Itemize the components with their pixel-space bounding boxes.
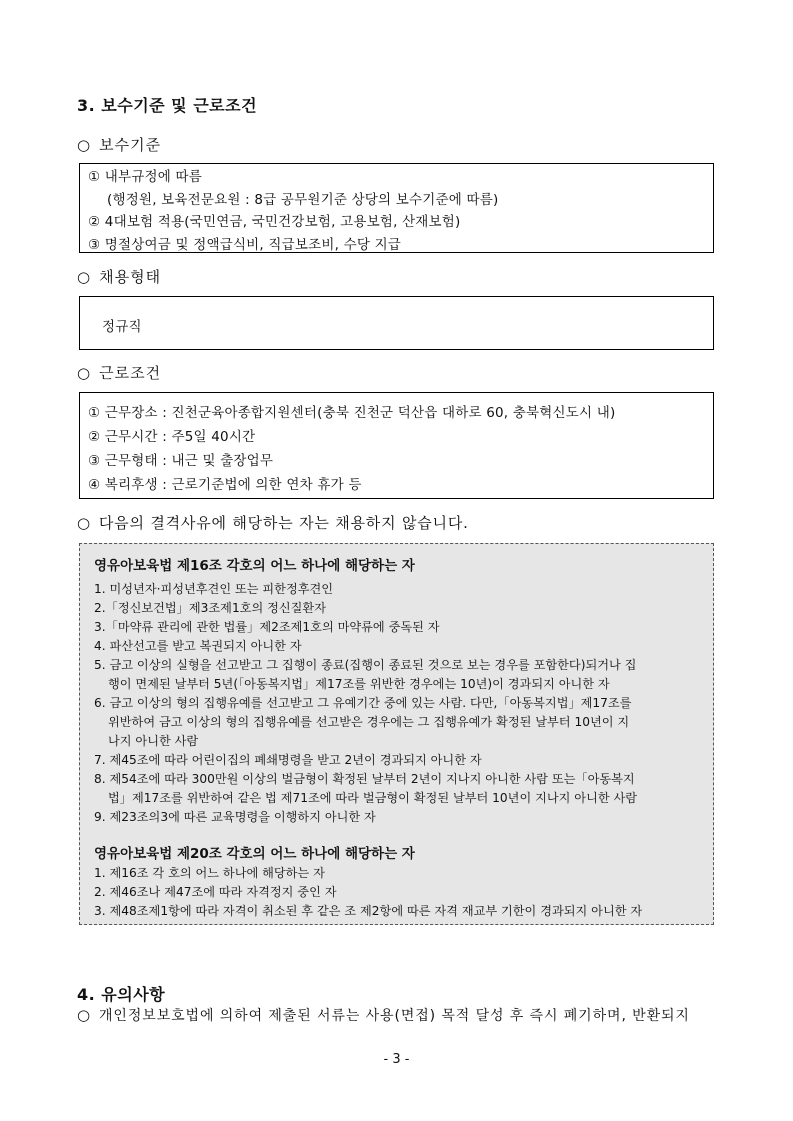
pay-heading <box>77 134 161 155</box>
page-number: - 3 - <box>383 1052 410 1067</box>
disqualification-box <box>79 543 714 925</box>
group1-line: 위반하여 금고 이상의 형의 집행유예를 선고받은 경우에는 그 집행유예가 확정된 날부터 10년이 지 <box>108 715 630 729</box>
section-3-title: 3. 보수기준 및 근로조건 <box>77 96 258 115</box>
bullet-circle-icon: ○ <box>77 364 92 382</box>
group1-line: 행이 면제된 날부터 5년(「아동복지법」제17조를 위반한 경우에는 10년)이 경과되지 아니한 자 <box>108 677 610 691</box>
pay-line: ② 4대보험 적용(국민연금, 국민건강보험, 고용보험, 산재보험) <box>88 214 461 230</box>
group1-line: 8. 제54조에 따라 300만원 이상의 벌금형이 확정된 날부터 2년이 지나지 아니한 사람 또는「아동복지 <box>94 772 635 786</box>
notice-text: 개인정보보호법에 의하여 제출된 서류는 사용(면접) 목적 달성 후 즉시 폐기하며, 반환되지 <box>99 1008 690 1024</box>
conditions-line: ③ 근무형태 : 내근 및 출장업무 <box>88 453 274 469</box>
pay-line: ① 내부규정에 따름 <box>88 169 202 185</box>
group1-title: 영유아보육법 제16조 각호의 어느 하나에 해당하는 자 <box>94 558 415 574</box>
pay-box <box>79 163 714 253</box>
disqualification-heading-label: 다음의 결격사유에 해당하는 자는 채용하지 않습니다. <box>98 514 469 532</box>
bullet-circle-icon: ○ <box>77 268 92 286</box>
group1-line: 7. 제45조에 따라 어린이집의 폐쇄명령을 받고 2년이 경과되지 아니한 자 <box>94 753 482 767</box>
disqualification-heading <box>77 512 469 533</box>
conditions-box <box>79 392 714 499</box>
bullet-circle-icon: ○ <box>77 136 92 154</box>
conditions-heading-label: 근로조건 <box>99 364 162 382</box>
group2-line: 3. 제48조제1항에 따라 자격이 취소된 후 같은 조 제2항에 따른 자격 재교부 기한이 경과되지 아니한 자 <box>94 904 643 918</box>
pay-line: (행정원, 보육전문요원 : 8급 공무원기준 상당의 보수기준에 따름) <box>107 192 499 208</box>
notice-line <box>77 1005 690 1025</box>
section-4-title: 4. 유의사항 <box>77 985 166 1004</box>
group1-line: 3.「마약류 관리에 관한 법률」제2조제1호의 마약류에 중독된 자 <box>94 620 440 634</box>
group1-line: 나지 아니한 사람 <box>108 734 199 748</box>
conditions-line: ① 근무장소 : 진천군육아종합지원센터(충북 진천군 덕산읍 대하로 60, 충북혁신도시 내) <box>88 405 616 421</box>
employment-heading-label: 채용형태 <box>99 268 162 286</box>
bullet-circle-icon: ○ <box>77 514 91 532</box>
group2-title: 영유아보육법 제20조 각호의 어느 하나에 해당하는 자 <box>94 846 415 862</box>
conditions-line: ② 근무시간 : 주5일 40시간 <box>88 429 256 445</box>
employment-heading <box>77 266 161 287</box>
employment-box <box>79 296 714 350</box>
conditions-heading <box>77 362 161 383</box>
bullet-circle-icon: ○ <box>77 1006 91 1024</box>
group1-line: 5. 금고 이상의 실형을 선고받고 그 집행이 종료(집행이 종료된 것으로 보는 경우를 포함한다)되거나 집 <box>94 658 637 672</box>
group1-line: 9. 제23조의3에 따른 교육명령을 이행하지 아니한 자 <box>94 810 376 824</box>
group1-line: 2.「정신보건법」제3조제1호의 정신질환자 <box>94 601 326 615</box>
group1-line: 6. 금고 이상의 형의 집행유예를 선고받고 그 유예기간 중에 있는 사람. 다만,「아동복지법」제17조를 <box>94 696 632 710</box>
conditions-line: ④ 복리후생 : 근로기준법에 의한 연차 휴가 등 <box>88 477 362 493</box>
employment-value: 정규직 <box>102 319 142 335</box>
group1-line: 4. 파산선고를 받고 복권되지 아니한 자 <box>94 639 302 653</box>
pay-heading-label: 보수기준 <box>99 136 162 154</box>
group2-line: 2. 제46조나 제47조에 따라 자격정지 중인 자 <box>94 885 337 899</box>
group2-line: 1. 제16조 각 호의 어느 하나에 해당하는 자 <box>94 866 325 880</box>
group1-line: 법」제17조를 위반하여 같은 법 제71조에 따라 벌금형이 확정된 날부터 10년이 지나지 아니한 사람 <box>108 791 638 805</box>
pay-line: ③ 명절상여금 및 정액급식비, 직급보조비, 수당 지급 <box>88 237 402 253</box>
group1-line: 1. 미성년자·피성년후견인 또는 피한정후견인 <box>94 582 334 596</box>
